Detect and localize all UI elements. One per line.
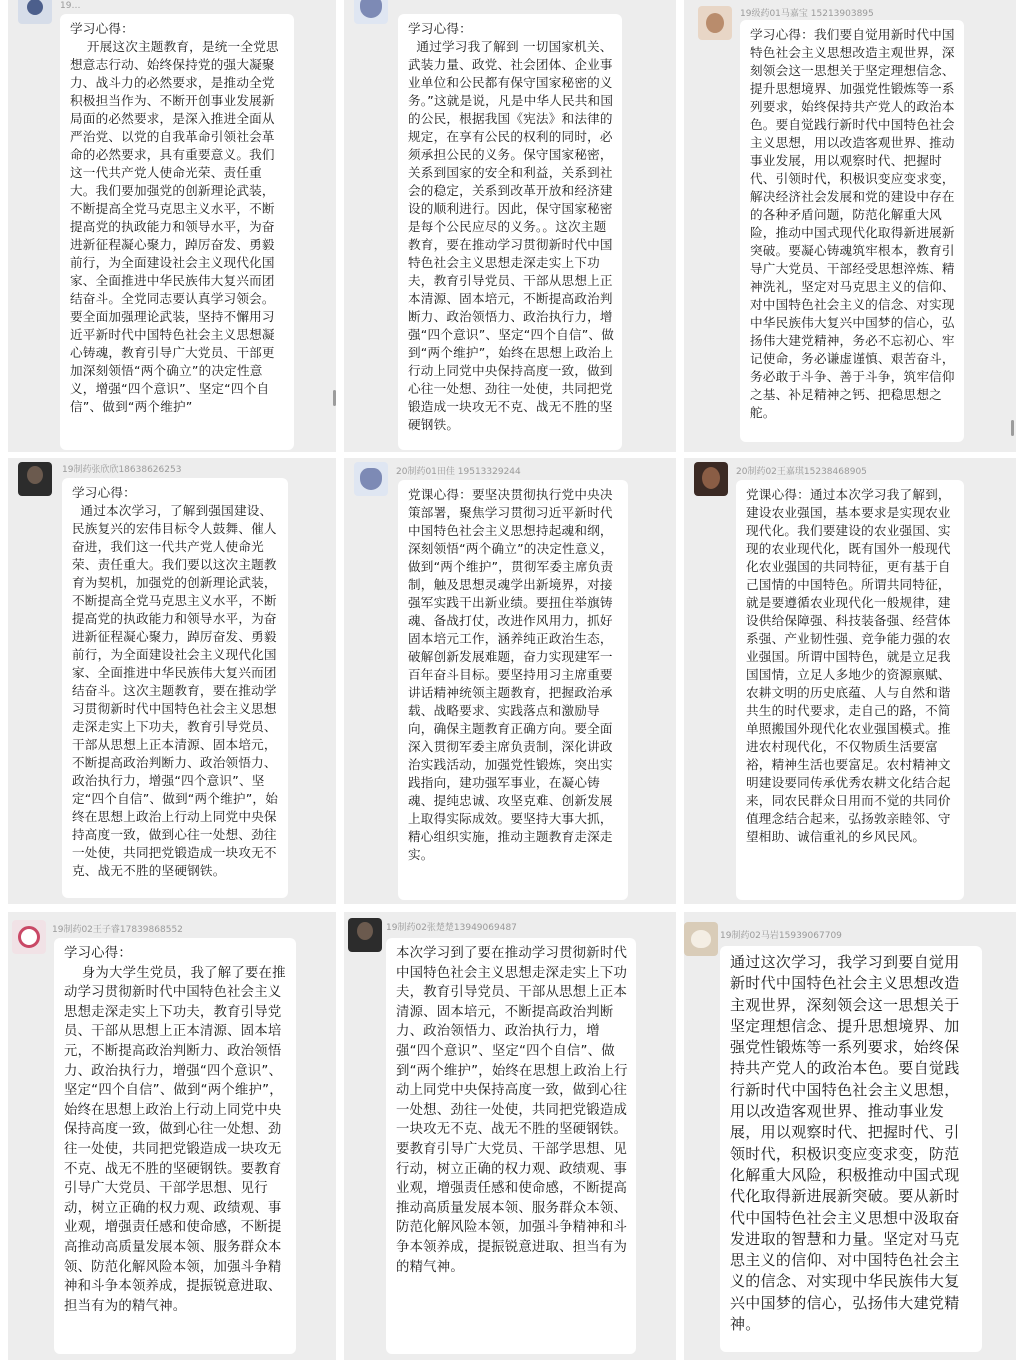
user-avatar[interactable]: [684, 922, 718, 956]
chat-panel-3: [684, 0, 1016, 452]
message-bubble[interactable]: 学习心得： 身为大学生党员，我了解了要在推动学习贯彻新时代中国特色社会主义思想走深走实上下功夫，教育引导党员、干部从思想上正本清源、固本培元，不断提高政治判断力、政治领悟力、政治执行力，增强“四个意识”、坚定“四个自信”、做到“两个维护”，始终在思想上政治上行动上同党中央保持高度一致，做到心往一处想、劲往一处使，共同把党锻造成一块攻无不克、战无不胜的坚硬钢铁。要教育引导广大党员、干部学思想、见行动，树立正确的权力观、政绩观、事业观，增强责任感和使命感，不断提高推动高质量发展本领、服务群众本领、防范化解风险本领，加强斗争精神和斗争本领养成，提振锐意进取、担当有为的精气神。: [54, 938, 296, 1354]
chat-panel-7: [8, 912, 336, 1360]
scrollbar-thumb[interactable]: [1011, 420, 1014, 436]
user-avatar[interactable]: [354, 462, 388, 496]
chat-panel-8: [344, 912, 676, 1360]
sender-name: 19制药张欣欣18638626253: [62, 465, 182, 475]
message-bubble[interactable]: 学习心得：我们要自觉用新时代中国特色社会主义思想改造主观世界，深刻领会这一思想关于坚定理想信念、提升思想境界、加强党性锻炼等一系列要求，始终保持共产党人的政治本色。要自觉践行新时代中国特色社会主义思想，用以改造客观世界、推动事业发展，用以观察时代、把握时代、引领时代，积极识变应变求变，解决经济社会发展和党的建设中存在的各种矛盾问题，防范化解重大风险，推动中国式现代化取得新进展新突破。要凝心铸魂筑牢根本，教育引导广大党员、干部经受思想淬炼、精神洗礼，坚定对马克思主义的信仰、对中国特色社会主义的信念、对实现中华民族伟大复兴中国梦的信心，弘扬伟大建党精神，务必不忘初心、牢记使命，务必谦虚谨慎、艰苦奋斗，务必敢于斗争、善于斗争，筑牢信仰之基、补足精神之钙、把稳思想之舵。: [740, 20, 964, 442]
message-bubble[interactable]: 党课心得：要坚决贯彻执行党中央决策部署，聚焦学习贯彻习近平新时代中国特色社会主义思想持起魂和纲，深刻领悟“两个确立”的决定性意义，做到“两个维护”，贯彻军委主席负责制，触及思想灵魂学出新境界，对接强军实践干出新业绩。要扭住举旗铸魂、备战打仗，改进作风用力，抓好固本培元工作，涵养纯正政治生态，破解创新发展难题，奋力实现建军一百年奋斗目标。要坚持用习主席重要讲话精神统领主题教育，把握政治承载、战略要求、实践落点和激励导向，确保主题教育正确方向。要全面深入贯彻军委主席负责制，深化讲政治实践活动，加强党性锻炼，突出实践指向，建功强军事业，在凝心铸魂、提纯忠诚、攻坚克难、创新发展上取得实际成效。要坚持大事大抓，精心组织实施，推动主题教育走深走实。: [398, 480, 628, 900]
user-avatar[interactable]: [694, 462, 728, 496]
user-avatar[interactable]: [348, 918, 382, 952]
sender-name: 19制药02马岩15939067709: [720, 931, 842, 941]
chat-panel-1: [8, 0, 336, 452]
message-bubble[interactable]: 学习心得： 通过本次学习，了解到强国建设、民族复兴的宏伟目标令人鼓舞、催人奋进，我们这一代共产党人使命光荣、责任重大。我们要以这次主题教育为契机，加强党的创新理论武装，不断提高全党马克思主义水平，不断提高党的执政能力和领导水平，为奋进新征程凝心聚力，踔厉奋发、勇毅前行，为全面建设社会主义现代化国家、全面推进中华民族伟大复兴而团结奋斗。这次主题教育，要在推动学习贯彻新时代中国特色社会主义思想走深走实上下功夫，教育引导党员、干部从思想上正本清源、固本培元，不断提高政治判断力、政治领悟力、政治执行力，增强“四个意识”、坚定“四个自信”、做到“两个维护”，始终在思想上政治上行动上同党中央保持高度一致，做到心往一处想、劲往一处使，共同把党锻造成一块攻无不克、战无不胜的坚硬钢铁。: [62, 478, 288, 898]
chat-panel-6: [684, 458, 1016, 904]
chat-panel-9: [684, 912, 1016, 1360]
chat-panel-4: [8, 458, 336, 904]
sender-name: 20制药02王嘉琪15238468905: [736, 467, 867, 477]
message-bubble[interactable]: 本次学习到了要在推动学习贯彻新时代中国特色社会主义思想走深走实上下功夫，教育引导党员、干部从思想上正本清源、固本培元，不断提高政治判断力、政治领悟力、政治执行力，增强“四个意识”、坚定“四个自信”、做到“两个维护”，始终在思想上政治上行动上同党中央保持高度一致，做到心往一处想、劲往一处使，共同把党锻造成一块攻无不克、战无不胜的坚硬钢铁。要教育引导广大党员、干部学思想、见行动，树立正确的权力观、政绩观、事业观，增强责任感和使命感，不断提高推动高质量发展本领、服务群众本领、防范化解风险本领，加强斗争精神和斗争本领养成，提振锐意进取、担当有为的精气神。: [386, 938, 636, 1354]
scrollbar-thumb[interactable]: [333, 390, 336, 406]
message-bubble[interactable]: 党课心得：通过本次学习我了解到，建设农业强国，基本要求是实现农业现代化。我们要建设的农业强国、实现的农业现代化，既有国外一般现代化农业强国的共同特征，更有基于自己国情的中国特色。所谓共同特征，就是要遵循农业现代化一般规律，建设供给保障强、科技装备强、经营体系强、产业韧性强、竞争能力强的农业强国。所谓中国特色，就是立足我国国情，立足人多地少的资源禀赋、农耕文明的历史底蕴、人与自然和谐共生的时代要求，走自己的路，不简单照搬国外现代化农业强国模式。推进农村现代化，不仅物质生活要富裕，精神生活也要富足。农村精神文明建设要同传承优秀农耕文化结合起来，同农民群众日用而不觉的共同价值理念结合起来，弘扬敦亲睦邻、守望相助、诚信重礼的乡风民风。: [736, 480, 964, 900]
user-avatar[interactable]: [354, 0, 388, 24]
user-avatar[interactable]: [18, 0, 52, 24]
chat-panel-5: [344, 458, 676, 904]
sender-name: 19制药02张楚楚13949069487: [386, 923, 517, 933]
sender-name: 19制药02王子睿17839868552: [52, 925, 183, 935]
sender-name: 19级药01马嘉宝 15213903895: [740, 9, 874, 19]
user-avatar[interactable]: [698, 6, 732, 40]
message-bubble[interactable]: 通过这次学习，我学习到要自觉用新时代中国特色社会主义思想改造主观世界，深刻领会这一思想关于坚定理想信念、提升思想境界、加强党性锻炼等一系列要求，始终保持共产党人的政治本色。要自觉践行新时代中国特色社会主义思想，用以改造客观世界、推动事业发展，用以观察时代、把握时代、引领时代，积极识变应变求变，防范化解重大风险，积极推动中国式现代化取得新进展新突破。要从新时代中国特色社会主义思想中汲取奋发进取的智慧和力量。坚定对马克思主义的信仰、对中国特色社会主义的信念、对实现中华民族伟大复兴中国梦的信心，弘扬伟大建党精神。: [720, 946, 982, 1352]
chat-panel-2: [344, 0, 676, 452]
user-avatar[interactable]: [12, 920, 46, 954]
message-bubble[interactable]: 学习心得： 开展这次主题教育，是统一全党思想意志行动、始终保持党的强大凝聚力、战斗力的必然要求，是推动全党积极担当作为、不断开创事业发展新局面的必然要求，是深入推进全面从严治党、以党的自我革命引领社会革命的必然要求，具有重要意义。我们这一代共产党人使命光荣、责任重大。我们要加强党的创新理论武装，不断提高全党马克思主义水平，不断提高党的执政能力和领导水平，为奋进新征程凝心聚力，踔厉奋发、勇毅前行，为全面建设社会主义现代化国家、全面推进中华民族伟大复兴而团结奋斗。全党同志要认真学习领会。要全面加强理论武装，坚持不懈用习近平新时代中国特色社会主义思想凝心铸魂，教育引导广大党员、干部更加深刻领悟“两个确立”的决定性意义，增强“四个意识”、坚定“四个自信”、做到“两个维护”: [60, 14, 294, 450]
user-avatar[interactable]: [18, 462, 52, 496]
sender-name: 19…: [60, 1, 81, 11]
sender-name: 20制药01田佳 19513329244: [396, 467, 521, 477]
message-bubble[interactable]: 学习心得： 通过学习我了解到 一切国家机关、武装力量、政党、社会团体、企业事业单位和公民都有保守国家秘密的义务。”这就是说，凡是中华人民共和国的公民，根据我国《宪法》和法律的规定，在享有公民的权利的同时，必须承担公民的义务。保守国家秘密，关系到国家的安全和利益，关系到社会的稳定，关系到改革开放和经济建设的顺利进行。因此，保守国家秘密是每个公民应尽的义务。。这次主题教育，要在推动学习贯彻新时代中国特色社会主义思想走深走实上下功夫，教育引导党员、干部从思想上正本清源、固本培元，不断提高政治判断力、政治领悟力、政治执行力，增强“四个意识”、坚定“四个自信”、做到“两个维护”，始终在思想上政治上行动上同党中央保持高度一致，做到心往一处想、劲往一处使，共同把党锻造成一块攻无不克、战无不胜的坚硬钢铁。: [398, 14, 622, 450]
